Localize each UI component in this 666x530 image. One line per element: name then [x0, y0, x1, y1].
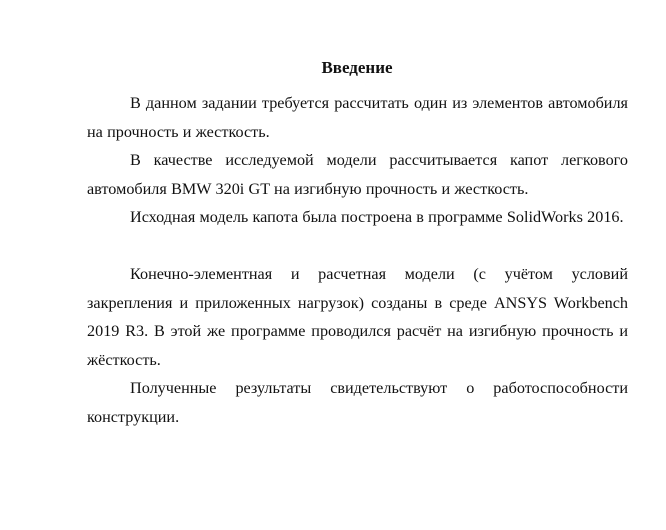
paragraph-results: Полученные результаты свидетельствуют о работоспособности конструкции.: [87, 379, 628, 426]
paragraph-fem-model: Конечно-элементная и расчетная модели (с учётом условий закрепления и приложенных нагрузок) созданы в среде ANSYS Workbench 2019 R3. В этой же программе проводился расчёт на изгибную прочность и жёсткость.: [87, 265, 628, 369]
paragraph-source-model: Исходная модель капота была построена в программе SolidWorks 2016.: [130, 208, 624, 226]
section-heading: Введение: [321, 58, 393, 77]
paragraph-model: В качестве исследуемой модели рассчитывается капот легкового автомобиля BMW 320i GT на изгибную прочность и жесткость.: [87, 151, 628, 198]
paragraph-task: В данном задании требуется рассчитать один из элементов автомобиля на прочность и жесткость.: [87, 94, 628, 141]
